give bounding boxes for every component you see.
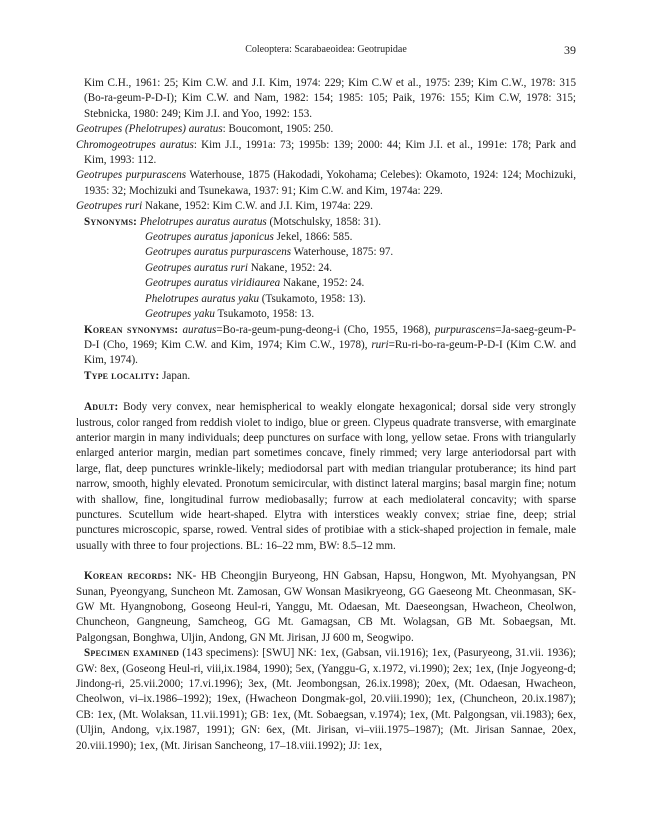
synonym-name: Phelotrupes auratus auratus [139,215,267,228]
reference-text: : Kim J.I., 1991a: 73; 1995b: 139; 2000: 44; Kim J.I. et al., 1991e: 178; Park and Kim, 1993: 112. [84,138,576,167]
korean-records-text: NK- HB Cheongjin Buryeong, HN Gabsan, Hapsu, Hongwon, Mt. Myohyangsan, PN Sunan, Pyeongyang, Suncheon Mt. Zamosan, GW Wonsan Masikryeong, GG Gaeseong Mt. Cheonmasan, SK- GW Mt. Hyangnobong, Goseong Heul-ri, Yanggu, Mt. Odaesan, Mt. Daeseongsan, Hwacheon, Cheolwon, Chuncheon, Gangneung, Samcheog, GG Mt. Gamagsan, CB Mt. Wolagsan, GB Mt. Sobaegsan, Mt. Palgongsan, Bonghwa, Uljin, Andong, GN Mt. Jirisan, JJ 600 m, Seogwipo. [76,570,576,644]
synonym-ref: Tsukamoto, 1958: 13. [214,308,315,321]
reference-text: Waterhouse, 1875 (Hakodadi, Yokohama; Celebes): Okamoto, 1924: 124; Mochizuki, 1935: 32; Mochizuki and Tsunekawa, 1937: 91; Kim C.W. and Kim, 1974a: 229. [84,169,576,197]
synonym-name: Geotrupes yaku [145,308,215,321]
page-number: 39 [564,43,576,57]
synonym-ref: (Motschulsky, 1858: 31). [266,215,381,228]
reference-text: Nakane, 1952: Kim C.W. and J.I. Kim, 1974a: 229. [142,200,373,213]
taxon-name: Geotrupes purpurascens [76,169,187,182]
synonym-ref: (Tsukamoto, 1958: 13). [259,292,366,305]
synonyms-label: Synonyms: [84,215,137,228]
synonym-name: Geotrupes auratus ruri [145,261,248,274]
synonym-list [76,230,576,322]
adult-description [76,400,576,554]
specimens-text: (143 specimens): [SWU] NK: 1ex, (Gabsan, vii.1916); 1ex, (Pasuryeong, 31.vii. 1936); GW: 8ex, (Goseong Heul-ri, viii,ix.1984, 1990); 5ex, (Yanggu-G, x.1972, vi.1990); 2ex; 1ex, (Inje Jogyeong-d; Jindong-ri, 25.vii.2000; 17.vi.1996); 3ex, (Mt. Jeombongsan, 26.ix.1998); 20ex, (Mt. Odaesan, Hwacheon, Cheolwon, vi–ix.1986–1992); 19ex, (Hwacheon Dongmak-gol, 20.viii.1990); 1ex, (Chuncheon, 20.ix.1987); CB: 1ex, (Mt. Wolaksan, 11.vii.1991); GB: 1ex, (Mt. Sobaegsan, v.1974); 1ex, (Mt. Palgongsan, vii.1983); 6ex, (Uljin, Andong, v,ix.1987, 1991); GN: 6ex, (Mt. Jirisan, vi–viii.1975–1987); (Mt. Jirisan Sannae, 20ex, 20.viii.1990); 1ex, (Mt. Jirisan Sancheong, 17–18.viii.1992); JJ: 1ex, [76,647,576,752]
reference-entry [76,138,576,169]
korean-synonyms [76,323,576,369]
synonym-line [145,292,576,307]
synonym-line [145,230,576,245]
synonym-line [145,307,576,322]
synonym-ref: Nakane, 1952: 24. [280,277,365,290]
taxon-name: Geotrupes (Phelotrupes) auratus [76,123,223,136]
synonym-line [76,215,576,230]
korean-records [76,569,576,646]
running-title: Coleoptera: Scarabaeoidea: Geotrupidae [245,44,407,55]
synonym-name: Phelotrupes auratus yaku [145,292,260,305]
reference-entry [76,122,576,137]
reference-entry [76,168,576,199]
synonym-ref: Jekel, 1866: 585. [273,231,353,244]
taxon-name: purpurascens [434,323,496,336]
taxon-name: Chromogeotrupes auratus [76,138,194,151]
korean-name-text: =Ru-ri-bo-ra-geum-P-D-I (Kim C.W. and Kim, 1974). [84,338,576,367]
synonym-name: Geotrupes auratus purpurascens [145,246,292,259]
reference-continuation: Kim C.H., 1961: 25; Kim C.W. and J.I. Kim, 1974: 229; Kim C.W et al., 1975: 239; Kim C.W., 1978: 315 (Bo-ra-geum-P-D-I); Kim C.W. and Nam, 1982: 154; 1985: 105; Paik, 1976: 155; Kim C.W, 1978: 315; Stebnicka, 1980: 249; Kim J.I. and Yoo, 1992: 153. [84,77,576,120]
korean-name-text: =Bo-ra-geum-pung-deong-i (Cho, 1955, 1968), [216,323,435,336]
reference-entry [76,199,576,214]
taxon-name: Geotrupes ruri [76,200,143,213]
specimens-examined [76,646,576,754]
specimens-label: Specimen examined [84,647,180,660]
synonym-ref: Nakane, 1952: 24. [247,261,333,274]
synonym-line [145,245,576,260]
synonym-line [145,261,576,276]
synonym-ref: Waterhouse, 1875: 97. [291,246,394,259]
adult-label: Adult: [84,401,119,414]
taxon-name: auratus [182,323,217,336]
korean-synonyms-label: Korean synonyms: [84,323,179,336]
synonym-name: Geotrupes auratus japonicus [145,231,274,244]
reference-text: : Boucomont, 1905: 250. [222,123,334,136]
section-spacer [76,554,576,569]
taxon-name: ruri [371,338,389,351]
page-body [76,76,576,754]
adult-text: Body very convex, near hemispherical to weakly elongate hexagonical; dorsal side very strongly lustrous, color ranged from reddish violet to indigo, blue or green. Clypeus quadrate transverse, with emarginate anterior margin in many individuals; deep punctures on surface with long, yellow setae. Frons with triangularly enlarged anterior margin, median part sometimes concave, finely rimmed; very large anteriodorsal part with large, flat, deep punctures wrinkle-likely; mediodorsal part with median triangular protuberance; its hind part narrow, smooth, highly elevated. Pronotum semicircular, with distinct lateral margins; basal margin fine; notum with shallow, fine, longitudinal furrow mediobasally; furrow at each mediolateral concavity; with sparse punctures. Scutellum wide heart-shaped. Elytra with interstices weakly convex; striae fine, deep; strial punctures microscopic, sparse, rowed. Ventral sides of protibiae with a stick-shaped projection in female, male usually with three to four projections. BL: 16–22 mm, BW: 8.5–12 mm. [76,401,576,552]
type-locality [76,369,576,384]
korean-name-text: =Ja-saeg-geum-P-D-I (Cho, 1969; Kim C.W. and Kim, 1974; Kim C.W., 1978), [84,323,577,351]
synonym-name: Geotrupes auratus viridiaurea [145,277,281,290]
type-locality-label: Type locality: [84,369,160,382]
korean-records-label: Korean records: [84,570,172,583]
section-spacer [76,384,576,400]
type-locality-value: Japan. [159,369,191,382]
synonym-line [145,276,576,291]
